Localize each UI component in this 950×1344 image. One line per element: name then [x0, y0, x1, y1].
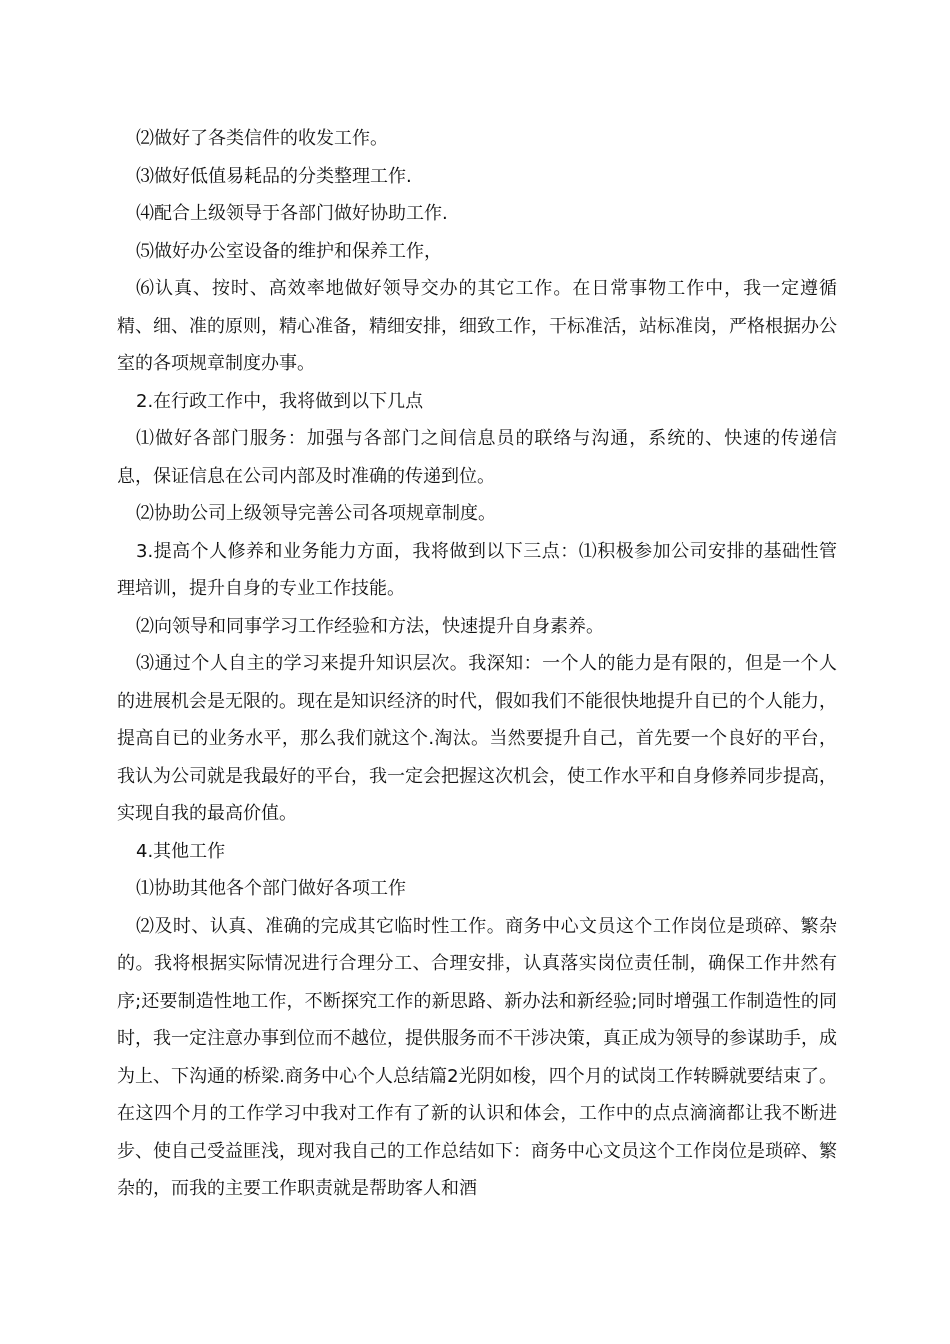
paragraph-other-1: ⑴协助其他各个部门做好各项工作	[136, 878, 406, 899]
paragraph-item-2: ⑵做好了各类信件的收发工作。	[136, 128, 388, 149]
paragraph-other-2: ⑵及时、认真、准确的完成其它临时性工作。商务中心文员这个工作岗位是琐碎、繁杂的。我将根据实际情况进行合理分工、合理安排，认真落实岗位责任制，确保工作井然有序;还要制造性地工作，不断探究工作的新思路、新办法和新经验;同时增强工作制造性的同时，我一定注意办事到位而不越位，提供服务而不干涉决策，真正成为领导的参谋助手，成为上、下沟通的桥梁.商务中心个人总结篇2光阴如梭，四个月的试岗工作转瞬就要结束了。在这四个月的工作学习中我对工作有了新的认识和体会，工作中的点点滴滴都让我不断进步、使自己受益匪浅，现对我自己的工作总结如下：商务中心文员这个工作岗位是琐碎、繁杂的，而我的主要工作职责就是帮助客人和酒	[117, 915, 837, 1199]
paragraph-item-3: ⑶做好低值易耗品的分类整理工作.	[136, 165, 412, 187]
section-heading-3: 3.提高个人修养和业务能力方面，我将做到以下三点：⑴积极参加公司安排的基础性管理培训，提升自身的专业工作技能。	[117, 540, 837, 599]
document-body	[117, 120, 837, 1208]
paragraph-skill-3: ⑶通过个人自主的学习来提升知识层次。我深知：一个人的能力是有限的，但是一个人的进展机会是无限的。现在是知识经济的时代，假如我们不能很快地提升自已的个人能力，提高自已的业务水平，那么我们就这个.淘汰。当然要提升自己，首先要一个良好的平台，我认为公司就是我最好的平台，我一定会把握这次机会，使工作水平和自身修养同步提高，实现自我的最高价值。	[117, 653, 837, 824]
section-heading-2: 2.在行政工作中，我将做到以下几点	[136, 390, 424, 412]
paragraph-item-6: ⑹认真、按时、高效率地做好领导交办的其它工作。在日常事物工作中，我一定遵循精、细、准的原则，精心准备，精细安排，细致工作，干标准活，站标准岗，严格根据办公室的各项规章制度办事。	[117, 278, 837, 374]
paragraph-skill-2: ⑵向领导和同事学习工作经验和方法，快速提升自身素养。	[136, 615, 604, 637]
paragraph-admin-2: ⑵协助公司上级领导完善公司各项规章制度。	[136, 503, 496, 524]
paragraph-item-4: ⑷配合上级领导于各部门做好协助工作.	[136, 203, 448, 224]
paragraph-item-5: ⑸做好办公室设备的维护和保养工作，	[136, 240, 442, 262]
paragraph-admin-1: ⑴做好各部门服务：加强与各部门之间信息员的联络与沟通，系统的、快速的传递信息，保证信息在公司内部及时准确的传递到位。	[117, 428, 837, 487]
section-heading-4: 4.其他工作	[136, 840, 226, 862]
